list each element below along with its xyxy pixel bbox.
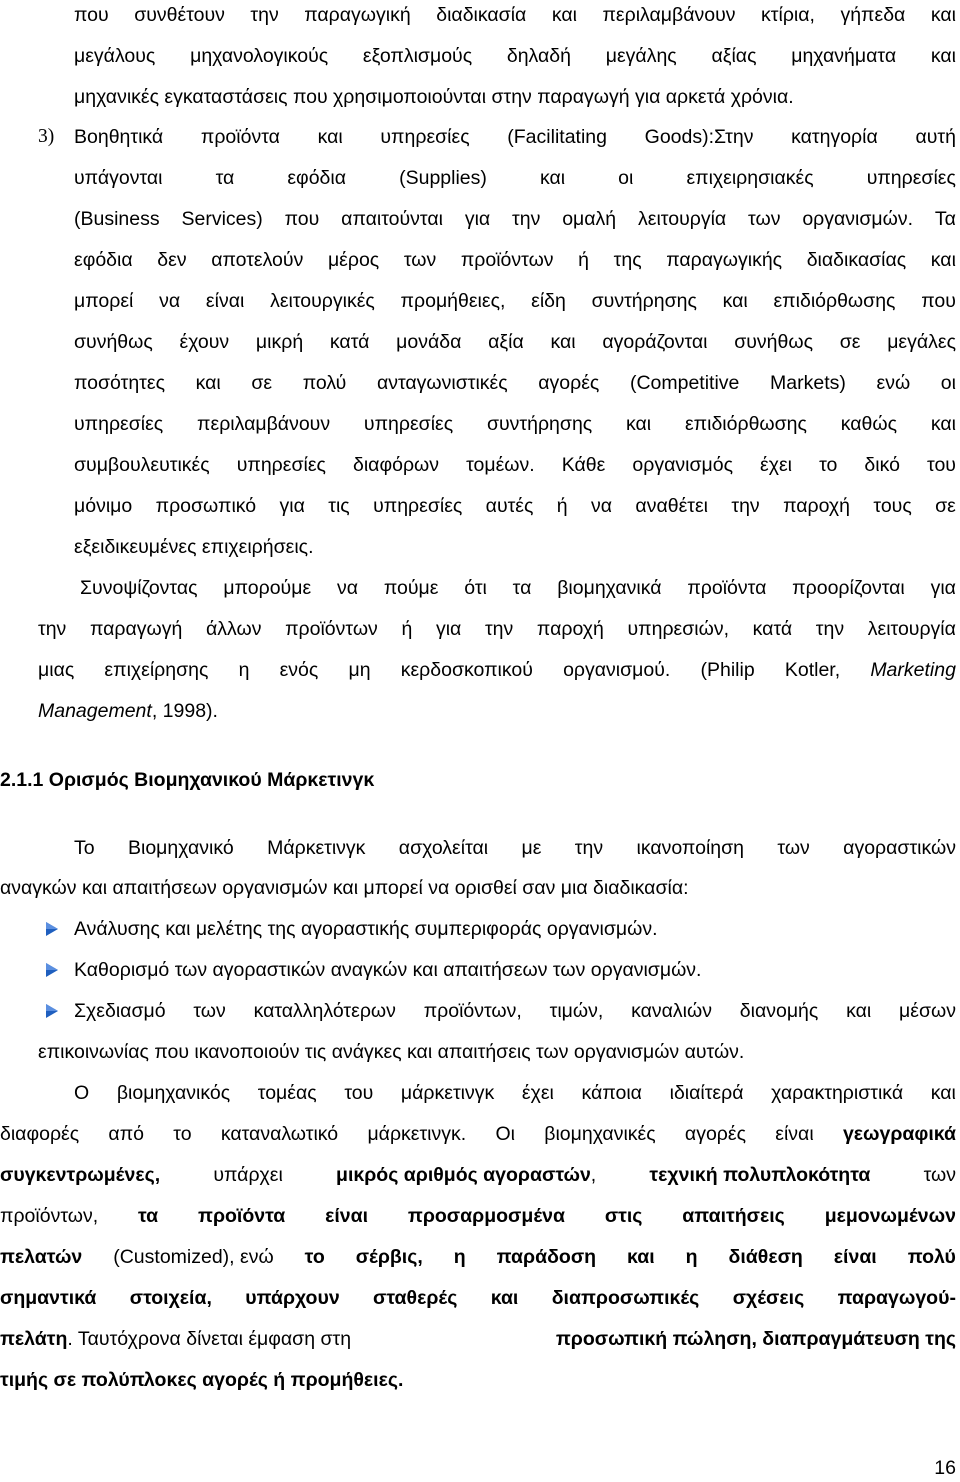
word: οργανισμού. [563,659,671,681]
word: αποτελούν [211,249,304,271]
word: είναι [205,290,245,312]
word: μεγάλης [605,45,677,67]
word: η [238,659,250,681]
word: σέρβις, [355,1246,423,1268]
word: υπηρεσιών, [627,618,730,640]
word: διαδικασίας [806,249,907,271]
p2-line-1 [74,122,956,152]
word: τα [512,577,532,599]
p1-line-1 [74,0,956,30]
word: ιδιαίτερά [669,1082,744,1104]
word: συντήρησης [486,413,593,435]
word: ενώ [876,372,911,394]
word: διανομής [739,1000,819,1022]
word: διαπροσωπικές [551,1287,700,1309]
bullet-item-2: Καθορισμό των αγοραστικών αναγκών και απαιτήσεων των οργανισμών. [74,959,702,981]
word: διαδικασία [436,4,527,26]
p2-line-9 [74,450,956,480]
word: Βιομηχανικό [128,837,234,859]
section-heading: 2.1.1 Ορισμός Βιομηχανικού Μάρκετινγκ [0,769,375,791]
word: είδη [531,290,566,312]
word: παραγωγικής [666,249,783,271]
word: προϊόντα [200,126,280,148]
word: παροχή [536,618,604,640]
word: και [550,331,576,353]
p2-line-3 [74,204,956,234]
word: υπηρεσίες [380,126,470,148]
p2-line-4 [74,245,956,275]
word: σχέσεις [732,1287,805,1309]
p3-line-2 [38,614,956,644]
word: και [551,4,577,26]
word: και [930,1082,956,1104]
word: (Competitive [629,372,740,394]
word: να [159,290,181,312]
word: μιας [38,659,75,681]
word: γήπεδα [840,4,906,26]
word: των [748,208,781,230]
word: Markets) [770,372,846,394]
word: για [930,577,956,599]
word: της [613,249,642,271]
word: για [435,618,462,640]
word: σε [935,495,956,517]
italic-word: Marketing [870,659,956,681]
word: καταναλωτικό [220,1123,339,1145]
word: οι [940,372,956,394]
word: μικρή [255,331,304,353]
word: κάποια [581,1082,642,1104]
word: αγορές [538,372,600,394]
word: αγοράζονται [602,331,708,353]
word: αξίας [711,45,757,67]
word: και [490,1287,519,1309]
word: αναθέτει [635,495,708,517]
word: Ο [74,1082,90,1104]
word: προϊόντα [687,577,767,599]
word: στοιχεία, [129,1287,212,1309]
word: για [464,208,491,230]
word: (Facilitating [507,126,607,148]
word: πολύ [907,1246,956,1268]
word: και [930,249,956,271]
word: μέρος [327,249,380,271]
word: ποσότητες [74,372,165,394]
word: περιλαμβάνουν [602,4,736,26]
word: Συνοψίζοντας [80,577,198,599]
word: έχει [760,454,792,476]
word: μη [348,659,371,681]
word: και [846,1000,872,1022]
word: την [38,618,67,640]
bullet-item-3-line-2: επικοινωνίας που ικανοποιούν τις ανάγκες και απαιτήσεις των οργανισμών αυτών. [38,1041,745,1063]
word: δικό [864,454,900,476]
bullet-item-3-line-1 [74,996,956,1026]
word: μπορούμε [223,577,312,599]
p2-line-6 [74,327,956,357]
word: των [193,1000,226,1022]
word: να [336,577,358,599]
word: το [304,1246,325,1268]
p1-line-3: μηχανικές εγκαταστάσεις που χρησιμοποιούνται στην παραγωγή για αρκετά χρόνια. [74,86,794,108]
p3-line-1 [80,573,956,603]
p2-line-5 [74,286,956,316]
word: σταθερές [373,1287,458,1309]
word: των [777,837,810,859]
word: είναι [833,1246,877,1268]
word: κερδοσκοπικού [400,659,533,681]
word: υπηρεσίες [866,167,956,189]
word: την [512,208,541,230]
word: η [685,1246,698,1268]
word: βιομηχανικές [544,1123,656,1145]
p2-line-10 [74,491,956,521]
word: από [108,1123,144,1145]
word: μηχανολογικούς [190,45,329,67]
word: ενός [279,659,319,681]
word: υπηρεσίες [363,413,454,435]
word: ότι [464,577,487,599]
word: καθώς [840,413,898,435]
word: τους [873,495,912,517]
p3-line-3 [38,655,956,685]
word: η [453,1246,466,1268]
word: να [591,495,613,517]
word: κατά [329,331,370,353]
p1-line-2 [74,41,956,71]
word: βιομηχανικά [557,577,662,599]
p5-line-7: πελάτη. Ταυτόχρονα δίνεται έμφαση στη προσωπική πώληση, διαπραγμάτευση της [0,1328,956,1350]
p4-line-2: αναγκών και απαιτήσεων οργανισμών και μπορεί να ορισθεί σαν μια διαδικασία: [0,877,689,899]
word: Goods):Στην [644,126,754,148]
word: καναλιών [631,1000,712,1022]
word: επιδιόρθωσης [773,290,896,312]
word: δεν [157,249,187,271]
p2-line-2 [74,163,956,193]
word: συμβουλευτικές [74,454,210,476]
word: αγοραστικών [843,837,956,859]
triangle-bullet-icon [44,962,60,978]
word: Οι [495,1123,515,1145]
word: (Business [74,208,160,230]
word: τιμών, [549,1000,604,1022]
word: σημαντικά [0,1287,97,1309]
word: λειτουργία [638,208,727,230]
word: του [927,454,956,476]
p3-line-4: Management , 1998). [38,700,218,722]
word: μάρκετινγκ. [367,1123,467,1145]
word: μηχανήματα [791,45,897,67]
word: ομαλή [562,208,617,230]
word: διαφορές [0,1123,80,1145]
word: παραγωγική [304,4,411,26]
word: ασχολείται [398,837,489,859]
word: που [74,4,109,26]
word: Μάρκετινγκ [267,837,366,859]
bullet-item-1: Ανάλυσης και μελέτης της αγοραστικής συμπεριφοράς οργανισμών. [74,918,658,940]
word: για [279,495,305,517]
word: στις [604,1205,643,1227]
word: μόνιμο [74,495,133,517]
word: (Philip [700,659,755,681]
p2-line-11: εξειδικευμένες επιχειρήσεις. [74,536,314,558]
word: παροχή [783,495,851,517]
word: προμήθειες, [400,290,506,312]
word: καταλληλότερων [253,1000,396,1022]
word: μονάδα [396,331,462,353]
word: και [930,45,956,67]
word: Σχεδιασμό [74,1000,166,1022]
p5-line-8: τιμής σε πολύπλοκες αγορές ή προμήθειες. [0,1369,404,1391]
word: υπάρχουν [245,1287,340,1309]
word: εφόδια [287,167,347,189]
word: απαιτήσεις [682,1205,785,1227]
word: έχει [521,1082,554,1104]
word: τα [215,167,235,189]
word: αυτή [915,126,956,148]
p4-line-1 [74,833,956,863]
word: και [930,413,956,435]
word: και [626,413,652,435]
p5-line-1 [74,1078,956,1108]
word: αξία [488,331,524,353]
word: με [521,837,542,859]
word: τομέων. [466,454,535,476]
word: και [722,290,748,312]
word: παράδοση [496,1246,597,1268]
word: και [930,4,956,26]
word: τις [328,495,350,517]
word: λειτουργία [867,618,956,640]
word: προϊόντων, [423,1000,522,1022]
word: παραγωγή [89,618,183,640]
word: Κάθε [561,454,606,476]
p5-line-3: συγκεντρωμένες, υπάρχει μικρός αριθμός αγοραστών, τεχνική πολυπλοκότητα των [0,1164,956,1186]
word: προσωπικό [155,495,257,517]
word: επιχείρησης [104,659,209,681]
word: ή [578,249,590,271]
word: χαρακτηριστικά [771,1082,904,1104]
word: προσαρμοσμένα [407,1205,565,1227]
word: κτίρια, [761,4,815,26]
word: υπηρεσίες [74,413,164,435]
triangle-bullet-icon [44,1003,60,1019]
word: που [284,208,320,230]
word: μπορεί [74,290,134,312]
word: υπάγονται [74,167,163,189]
word: άλλων [205,618,262,640]
word: διαφόρων [353,454,440,476]
word: αγορές [684,1123,746,1145]
word: Το [74,837,95,859]
word: την [250,4,279,26]
word: Services) [181,208,263,230]
word: το [819,454,838,476]
word: παραγωγού- [837,1287,956,1309]
word: σε [251,372,273,394]
word: πολύ [302,372,347,394]
p2-line-7 [74,368,956,398]
word: του [344,1082,374,1104]
word: πούμε [383,577,439,599]
word: που [921,290,956,312]
word: είναι [775,1123,814,1145]
p5-line-4: προϊόντων, τα προϊόντα είναι προσαρμοσμένα στις απαιτήσεις μεμονωμένων [0,1201,956,1231]
word: επιδιόρθωσης [684,413,807,435]
word: κατηγορία [791,126,878,148]
word: βιομηχανικός [116,1082,231,1104]
word: επιχειρησιακές [686,167,814,189]
word: οι [618,167,634,189]
word: αυτές [485,495,534,517]
list-number-3: 3) [38,126,55,147]
word: σε [839,331,861,353]
page-number: 16 [934,1457,956,1479]
word: (Supplies) [399,167,487,189]
word: συντήρησης [591,290,697,312]
word: προϊόντων [285,618,378,640]
word: των [403,249,437,271]
word: το [173,1123,192,1145]
word: συνήθως [74,331,153,353]
word: απαιτούνται [341,208,443,230]
word: και [317,126,343,148]
p2-line-8 [74,409,956,439]
word: μεμονωμένων [824,1205,956,1227]
word: και [195,372,221,394]
word: έχουν [179,331,230,353]
word: προϊόντων [460,249,554,271]
word: μάρκετινγκ [400,1082,495,1104]
word: υπηρεσίες [373,495,463,517]
word: διάθεση [728,1246,803,1268]
word: υπηρεσίες [236,454,326,476]
word: εφόδια [74,249,133,271]
word: είναι [325,1205,369,1227]
word: προϊόντα [198,1205,286,1227]
word: την [731,495,760,517]
word: συνθέτουν [134,4,225,26]
word: την [815,618,845,640]
word: δηλαδή [506,45,571,67]
word: λειτουργικές [270,290,375,312]
p5-line-5: πελατών (Customized), ενώ το σέρβις, η παράδοση και η διάθεση είναι πολύ [0,1242,956,1272]
word: Τα [934,208,956,230]
word: οργανισμός [632,454,733,476]
word: την [484,618,514,640]
word: και [627,1246,655,1268]
word: μέσων [899,1000,956,1022]
word: Kotler, [784,659,841,681]
word: συνήθως [734,331,813,353]
word: ή [401,618,413,640]
word: ανταγωνιστικές [376,372,508,394]
word: την [574,837,604,859]
word: προορίζονται [792,577,905,599]
word: μεγάλους [74,45,156,67]
p5-line-6 [0,1283,956,1313]
word: τα [138,1205,159,1227]
triangle-bullet-icon [44,921,60,937]
word: Βοηθητικά [74,126,164,148]
word: εξοπλισμούς [362,45,473,67]
word: μεγάλες [887,331,956,353]
word: και [539,167,566,189]
word: ή [556,495,568,517]
word: κατά [752,618,793,640]
word: περιλαμβάνουν [197,413,331,435]
p5-line-2: διαφορές από το καταναλωτικό μάρκετινγκ. Οι βιομηχανικές αγορές είναι γεωγραφικά [0,1119,956,1149]
word: οργανισμών. [802,208,914,230]
word: ικανοποίηση [636,837,745,859]
word: τομέας [257,1082,317,1104]
